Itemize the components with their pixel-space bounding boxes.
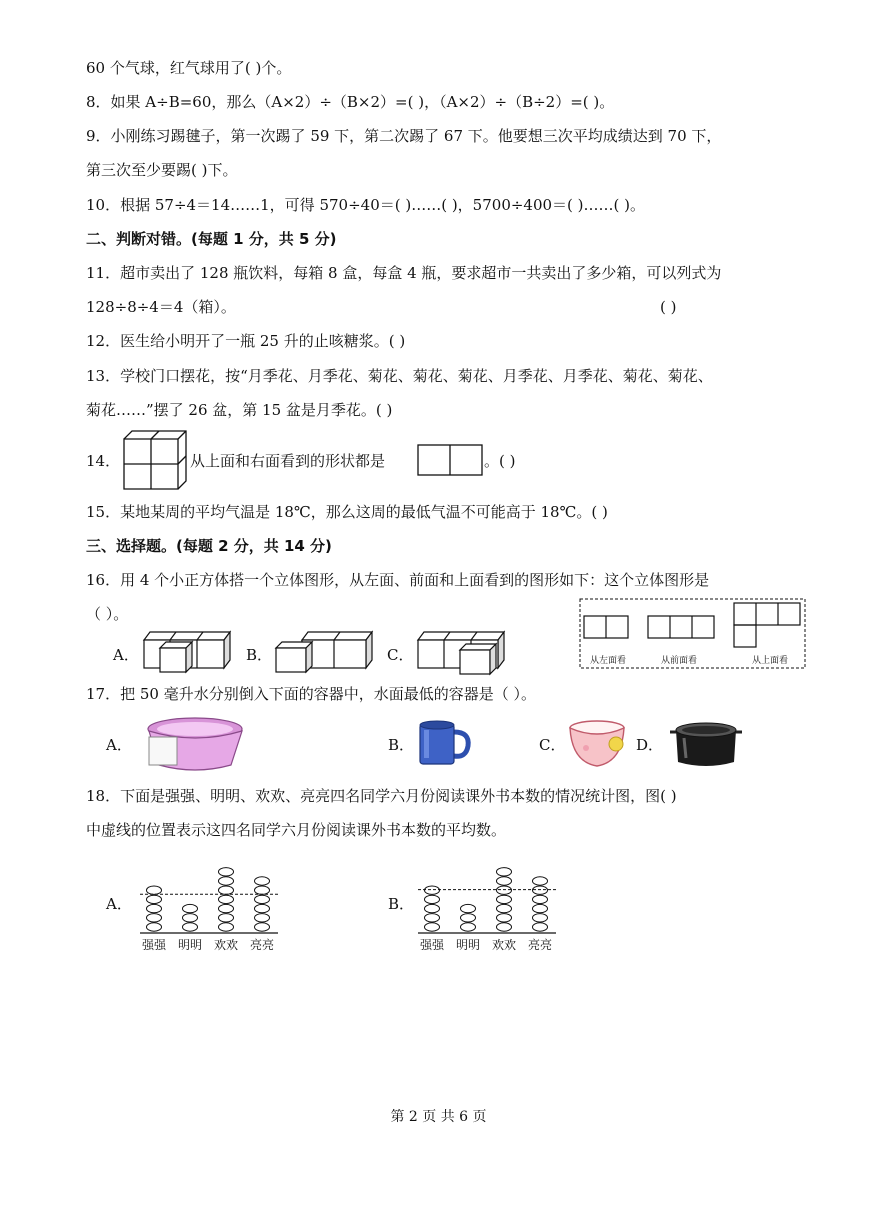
q16-option-a-label: A． <box>113 646 139 664</box>
chart-mark-亮亮-5 <box>533 886 548 894</box>
chart-b-label: B． <box>388 895 415 913</box>
chart-mark-明明-3 <box>461 904 476 912</box>
chart-mark-欢欢-2 <box>219 914 234 922</box>
q13-line2: 菊花……”摆了 26 盆，第 15 盆是月季花。( ) <box>86 401 393 419</box>
chart-mark-明明-1 <box>461 923 476 931</box>
chart-mark-亮亮-2 <box>533 914 548 922</box>
page-footer: 第 2 页 共 6 页 <box>390 1109 487 1125</box>
chart-mark-强强-5 <box>425 886 440 894</box>
chart-mark-强强-4 <box>147 895 162 903</box>
chart-mark-欢欢-3 <box>497 904 512 912</box>
q13-line1: 13．学校门口摆花，按“月季花、月季花、菊花、菊花、菊花、月季花、月季花、菊花、菊花、 <box>86 367 713 385</box>
chart-mark-亮亮-5 <box>255 886 270 894</box>
chart-mark-亮亮-4 <box>533 895 548 903</box>
chart-mark-明明-3 <box>183 904 198 912</box>
section-3-heading: 三、选择题。(每题 2 分，共 14 分) <box>86 537 332 555</box>
q16-line2: （ ）。 <box>86 605 129 623</box>
chart-category-label: 亮亮 <box>249 938 275 952</box>
q17-option-c-label: C． <box>539 736 566 754</box>
basin-icon <box>145 715 247 773</box>
chart-mark-强强-3 <box>425 904 440 912</box>
pot-icon <box>668 718 744 770</box>
q15: 15．某地某周的平均气温是 18℃，那么这周的最低气温不可能高于 18℃。( ) <box>86 503 608 521</box>
q11-line2: 128÷8÷4＝4（箱）。 <box>86 298 236 316</box>
chart-mark-欢欢-1 <box>219 923 234 931</box>
chart-mark-欢欢-6 <box>219 877 234 885</box>
q11-line1: 11．超市卖出了 128 瓶饮料，每箱 8 盒，每盒 4 瓶，要求超市一共卖出了多少箱，可以列式为 <box>86 264 722 282</box>
q14-text: 从上面和右面看到的形状都是 <box>190 452 386 470</box>
q18-line1: 18．下面是强强、明明、欢欢、亮亮四名同学六月份阅读课外书本数的情况统计图，图( ) <box>86 787 677 805</box>
chart-mark-欢欢-4 <box>219 895 234 903</box>
chart-category-label: 欢欢 <box>491 938 517 952</box>
q16-line1: 16．用 4 个小正方体搭一个立体图形，从左面、前面和上面看到的图形如下：这个立体图形是 <box>86 571 710 589</box>
q14-shape-answer <box>417 444 485 478</box>
section-2-heading: 二、判断对错。(每题 1 分，共 5 分) <box>86 230 337 248</box>
chart-category-label: 明明 <box>177 938 203 952</box>
chart-category-label: 强强 <box>141 938 167 952</box>
q16-option-a-figure <box>140 628 232 672</box>
chart-mark-亮亮-6 <box>533 877 548 885</box>
q17-option-a-label: A． <box>106 736 132 754</box>
chart-mark-欢欢-3 <box>219 904 234 912</box>
chart-mark-强强-4 <box>425 895 440 903</box>
chart-category-label: 明明 <box>455 938 481 952</box>
chart-a <box>138 848 284 960</box>
q8: 8．如果 A÷B=60，那么（A×2）÷（B×2）=( )，（A×2）÷（B÷2）=( )。 <box>86 93 615 111</box>
chart-mark-欢欢-7 <box>497 868 512 876</box>
q9-line1: 9．小刚练习踢毽子，第一次踢了 59 下，第二次踢了 67 下。他要想三次平均成绩达到 70 下， <box>86 127 722 145</box>
q9-line2: 第三次至少要踢( )下。 <box>86 161 238 179</box>
q10: 10．根据 57÷4＝14……1，可得 570÷40＝( )……( )，5700÷400＝( )……( )。 <box>86 196 646 214</box>
chart-mark-明明-1 <box>183 923 198 931</box>
q16-option-b-label: B． <box>246 646 273 664</box>
q17: 17．把 50 毫升水分别倒入下面的容器中，水面最低的容器是（ ）。 <box>86 685 536 703</box>
q14-number: 14． <box>86 452 121 470</box>
chart-mark-欢欢-2 <box>497 914 512 922</box>
chart-mark-强强-2 <box>425 914 440 922</box>
chart-mark-亮亮-2 <box>255 914 270 922</box>
q18-line2: 中虚线的位置表示这四名同学六月份阅读课外书本数的平均数。 <box>86 821 507 839</box>
q12: 12．医生给小明开了一瓶 25 升的止咳糖浆。( ) <box>86 332 406 350</box>
chart-mark-强强-1 <box>147 923 162 931</box>
chart-a-label: A． <box>106 895 132 913</box>
chart-mark-亮亮-1 <box>533 923 548 931</box>
chart-mark-欢欢-4 <box>497 895 512 903</box>
chart-mark-强强-3 <box>147 904 162 912</box>
q17-option-d-label: D． <box>636 736 664 754</box>
q14-end: 。( ) <box>484 452 516 470</box>
view-label-top: 从上面看 <box>752 656 789 666</box>
chart-b <box>416 848 562 960</box>
view-label-left: 从左面看 <box>590 656 627 666</box>
chart-mark-强强-1 <box>425 923 440 931</box>
chart-mark-明明-2 <box>461 914 476 922</box>
q16-option-c-figure <box>414 628 508 674</box>
q14-cube-figure <box>120 427 192 493</box>
q17-option-b-label: B． <box>388 736 415 754</box>
chart-mark-欢欢-5 <box>497 886 512 894</box>
chart-mark-欢欢-1 <box>497 923 512 931</box>
chart-mark-强强-2 <box>147 914 162 922</box>
chart-mark-亮亮-3 <box>255 904 270 912</box>
chart-mark-亮亮-3 <box>533 904 548 912</box>
chart-mark-欢欢-7 <box>219 868 234 876</box>
chart-mark-欢欢-6 <box>497 877 512 885</box>
chart-mark-亮亮-1 <box>255 923 270 931</box>
chart-mark-明明-2 <box>183 914 198 922</box>
q16-option-c-label: C． <box>387 646 414 664</box>
view-label-front: 从前面看 <box>661 656 698 666</box>
chart-category-label: 欢欢 <box>213 938 239 952</box>
chart-mark-亮亮-4 <box>255 895 270 903</box>
chart-mark-欢欢-5 <box>219 886 234 894</box>
q16-option-b-figure <box>272 628 376 672</box>
bowl-icon <box>568 718 628 770</box>
chart-category-label: 强强 <box>419 938 445 952</box>
mug-icon <box>414 718 472 768</box>
chart-mark-强强-5 <box>147 886 162 894</box>
q7-tail: 60 个气球，红气球用了( )个。 <box>86 59 292 77</box>
q11-answer-paren: ( ) <box>660 298 677 316</box>
chart-category-label: 亮亮 <box>527 938 553 952</box>
chart-mark-亮亮-6 <box>255 877 270 885</box>
